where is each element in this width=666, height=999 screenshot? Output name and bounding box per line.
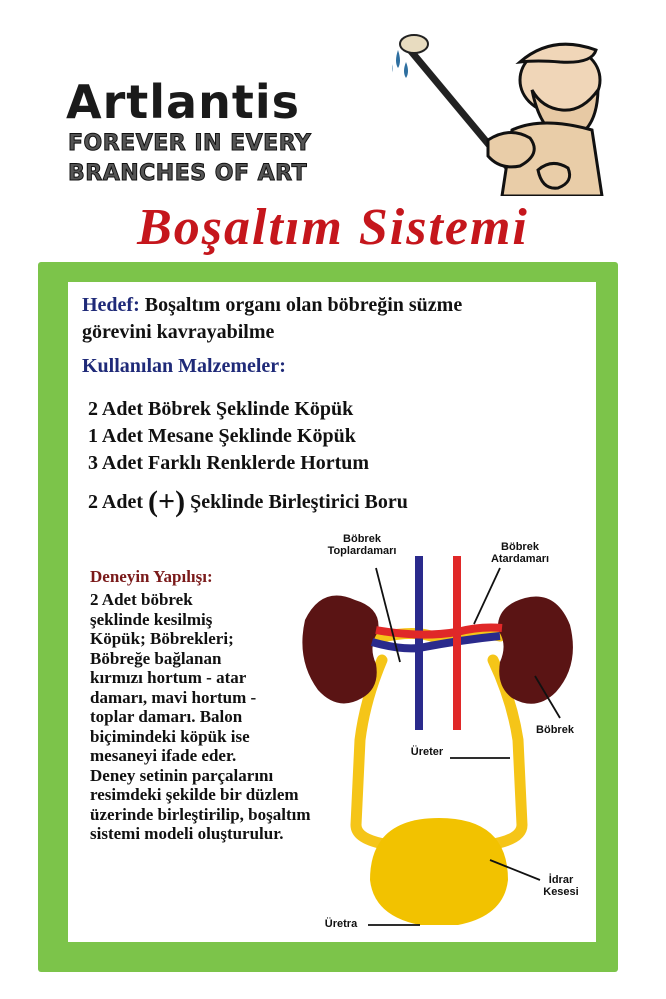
artery-label [478,541,562,565]
material-item: 2 Adet Böbrek Şeklinde Köpük [88,398,354,420]
procedure-line: mesaneyi ifade eder. [90,746,237,765]
logo-tagline-1: FOREVER IN EVERY [68,131,312,156]
ureter-tubes [356,633,522,845]
procedure-line: 2 Adet böbrek [90,590,193,609]
artery-label-line-1: Böbrek [501,541,539,553]
bladder-label-line-1: İdrar [548,874,574,886]
procedure-line: Köpük; Böbrekleri; [90,629,234,648]
vein-label-line-2: Toplardamarı [327,545,397,557]
procedure-line: biçimindeki köpük ise [90,726,250,746]
procedure-line: resimdeki şekilde bir düzlem [90,785,299,804]
procedure-line: kırmızı hortum - atar [90,668,247,687]
page-title: Boşaltım Sistemi [137,199,529,256]
material-item-pre: 2 Adet [88,491,148,513]
logo-tagline-2: BRANCHES OF ART [68,161,308,186]
materials-heading: Kullanılan Malzemeler: [82,355,286,377]
procedure-line: şeklinde kesilmiş [90,609,213,629]
procedure-heading: Deneyin Yapılışı: [90,567,213,586]
material-item: 3 Adet Farklı Renklerde Hortum [88,452,370,474]
procedure-line: Deney setinin parçalarını [90,765,274,785]
bladder [370,818,508,925]
kidney-label: Böbrek [536,724,574,736]
procedure-line: damarı, mavi hortum - [90,687,257,707]
bladder-label-line-2: Kesesi [543,886,579,898]
procedure-line: üzerinde birleştirilip, boşaltım [90,804,311,824]
vein [372,556,500,730]
procedure-line: Böbreğe bağlanan [90,648,222,668]
material-item: 1 Adet Mesane Şeklinde Köpük [88,425,356,447]
ureter-label: Üreter [410,746,444,758]
procedure-line: toplar damarı. Balon [90,707,243,726]
bladder-label [536,874,586,898]
goal-text-1: Boşaltım organı olan böbreğin süzme [139,294,463,316]
vein-label-line-1: Böbrek [343,533,381,545]
artery-label-line-2: Atardamarı [490,553,550,565]
logo-brand: Artlantis [66,75,300,129]
goal-label: Hedef: [82,294,140,316]
kidney-right [498,597,573,704]
procedure-text [90,590,350,844]
material-item-post: Şeklinde Birleştirici Boru [185,491,408,513]
urethra-label: Üretra [324,918,358,930]
plus-symbol: (+) [148,485,186,518]
procedure-line: sistemi modeli oluşturulur. [90,824,284,843]
goal-text-2: görevini kavrayabilme [82,321,275,343]
vein-label [316,533,408,557]
